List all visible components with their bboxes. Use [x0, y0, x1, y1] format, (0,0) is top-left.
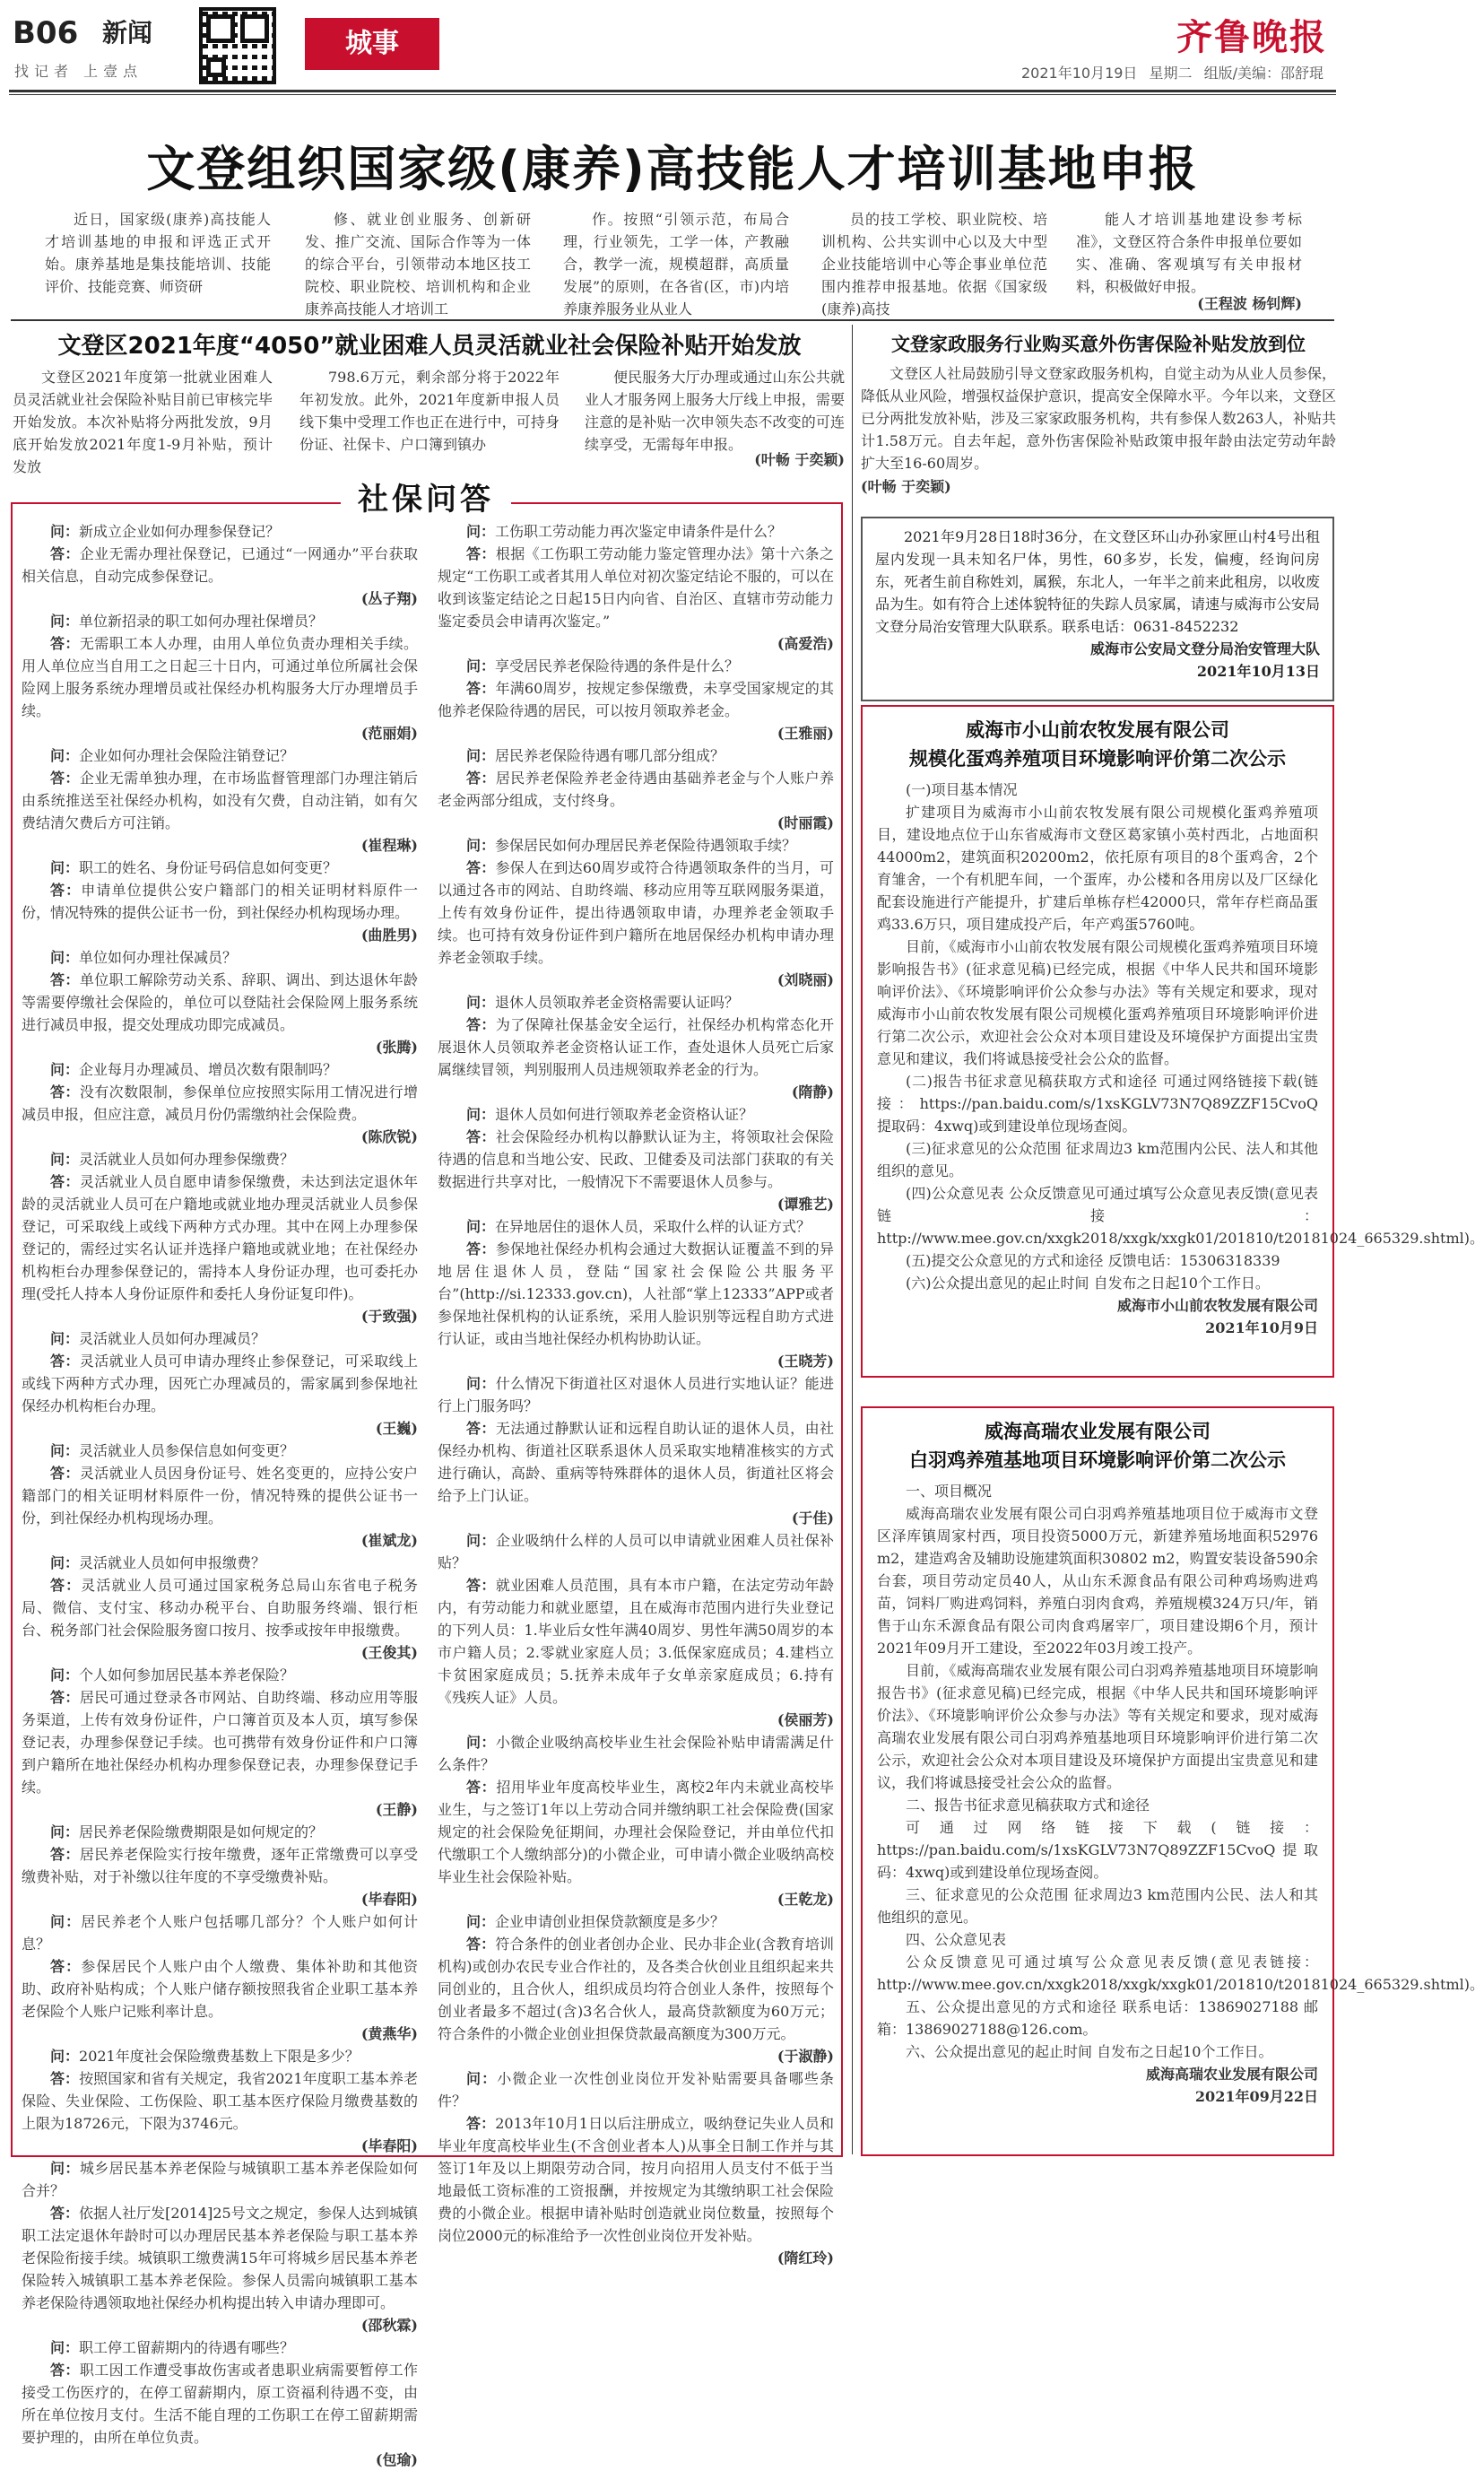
notice-paragraph: 目前，《威海高瑞农业发展有限公司白羽鸡养殖基地项目环境影响报告书》(征求意见稿)已经完成，根据《中华人民共和国环境影响评价法》、《环境影响评价公众参与办法》等有关规定和要求，现对威海高瑞农业发展有限公司白羽鸡养殖基地项目环境影响评价进行第二次公示，欢迎社会公众对本项目建设及环境保护方面提出宝贵意见和建议，我们将诚恳接受社会公众的监督。	[877, 1662, 1318, 1791]
qa-question: 问：居民养老个人账户包括哪几部分？个人账户如何计息？	[22, 1913, 418, 1953]
notice-eggs	[861, 705, 1484, 1378]
qa-answer: 答：参保居民个人账户由个人缴费、集体补助和其他资助、政府补贴构成；个人账户储存额按照我省企业职工基本养老保险个人账户记账利率计息。	[22, 1958, 418, 2020]
qa-question: 问：企业每月办理减员、增员次数有限制吗？	[50, 1061, 338, 1078]
qa-question: 问：居民养老保险缴费期限是如何规定的？	[50, 1823, 324, 1840]
article2-title: 文登区2021年度“4050”就业困难人员灵活就业社会保险补贴开始发放	[57, 333, 802, 360]
qa-author: (侯丽芳)	[777, 1711, 834, 1728]
lead-headline: 文登组织国家级(康养)高技能人才培训基地申报	[146, 141, 1199, 197]
qa-author: (崔程琳)	[360, 837, 418, 854]
qa-question: 问：企业如何办理社会保险注销登记？	[50, 747, 295, 764]
qa-author: (王乾龙)	[777, 1891, 834, 1908]
qa-answer: 答：招用毕业年度高校毕业生，离校2年内未就业高校毕业生，与之签订1年以上劳动合同并缴纳职工社会保险费(国家规定的社会保险免征期间，办理社会保险登记，并由单位代扣代缴职工个人缴纳部分)的小微企业，可申请小微企业吸纳高校毕业生社会保险补贴。	[438, 1779, 834, 1885]
qa-question: 问：灵活就业人员如何申报缴费？	[50, 1554, 266, 1571]
notice-paragraph: (三)征求意见的公众范围 征求周边3 km范围内公民、法人和其他组织的意见。	[877, 1140, 1318, 1179]
qa-question: 问：工伤职工劳动能力再次鉴定申请条件是什么？	[466, 523, 783, 540]
qa-author: (王俊其)	[360, 1644, 418, 1661]
qa-answer: 答：灵活就业人员因身份证号、姓名变更的，应持公安户籍部门的相关证明材料原件一份，情况特殊的提供公证书一份，到社保经办机构现场办理。	[22, 1465, 418, 1527]
top-rule	[9, 90, 1336, 92]
notice-paragraph: 一、项目概况	[906, 1483, 993, 1500]
notice-eggs-signer: 威海市小山前农牧发展有限公司	[1116, 1297, 1318, 1314]
qa-answer: 答：依据人社厅发[2014]25号文之规定，参保人达到城镇职工法定退休年龄时可以办理居民基本养老保险与职工基本养老保险衔接手续。城镇职工缴费满15年可将城乡居民基本养老保险转入城镇职工基本养老保险。参保人员需向城镇职工基本养老保险待遇领取地社保经办机构提出转入申请办理即可。	[22, 2205, 418, 2311]
qa-column-right	[438, 520, 834, 2267]
lead-column-3: 作。按照“引领示范，布局合理，行业领先，工学一体，产教融合，教学一流，规模超群，高质量发展”的原则，在各省(区，市)内培养康养服务业从业人	[563, 211, 789, 318]
qa-answer: 答：根据《工伤职工劳动能力鉴定管理办法》第十六条之规定“工伤职工或者其用人单位对初次鉴定结论不服的，可以在收到该鉴定结论之日起15日内向省、自治区、直辖市劳动能力鉴定委员会申请再次鉴定。”	[438, 545, 834, 630]
qa-answer: 答：无法通过静默认证和远程自助认证的退休人员，由社保经办机构、街道社区联系退休人员采取实地精准核实的方式进行确认，高龄、重病等特殊群体的退休人员，街道社区将会给予上门认证。	[438, 1420, 834, 1504]
qa-answer: 答：企业无需办理社保登记，已通过“一网通办”平台获取相关信息，自动完成参保登记。	[22, 545, 418, 585]
notice-broilers-title: 白羽鸡养殖基地项目环境影响评价第二次公示	[909, 1449, 1286, 1471]
qa-author: (于致强)	[360, 1308, 418, 1325]
qa-answer: 答：就业困难人员范围，具有本市户籍，在法定劳动年龄内，有劳动能力和就业愿望，且在威海市范围内进行失业登记的下列人员：1.毕业后女性年满40周岁、男性年满50周岁的本市户籍人员；2.零就业家庭人员；3.低保家庭成员；4.建档立卡贫困家庭成员；5.抚养未成年子女单亲家庭成员；6.持有《残疾人证》人员。	[438, 1577, 834, 1706]
notice-paragraph: (二)报告书征求意见稿获取方式和途径 可通过网络链接下载(链接：https://pan.baidu.com/s/1xsKGLV73N7Q89ZZF15CvoQ提取码：4xwq)或到建设单位现场查阅。	[877, 1073, 1318, 1135]
notice-paragraph: 二、报告书征求意见稿获取方式和途径	[906, 1797, 1150, 1814]
notice-paragraph: 公众反馈意见可通过填写公众意见表反馈(意见表链接：http://www.mee.gov.cn/xxgk2018/xxgk/xxgk01/201810/t20181024_665329.shtml)。	[877, 1953, 1484, 1993]
article3-byline: (叶畅 于奕颖)	[861, 478, 951, 495]
qa-answer: 答：符合条件的创业者创办企业、民办非企业(含教育培训机构)或创办农民专业合作社的，及各类合伙创业且组织起来共同创业的，且合伙人，组织成员均符合创业人条件，按照每个创业者最多不超过(含)3名合伙人，最高贷款额度为60万元；符合条件的小微企业创业担保贷款最高额度为300万元。	[438, 1936, 834, 2042]
notice-paragraph: 三、征求意见的公众范围 征求周边3 km范围内公民、法人和其他组织的意见。	[877, 1886, 1318, 1926]
qa-answer: 答：企业无需单独办理，在市场监督管理部门办理注销后由系统推送至社保经办机构，如没有欠费，自动注销，如有欠费结清欠费后方可注销。	[22, 770, 418, 831]
qa-question: 问：退休人员如何进行领取养老金资格认证？	[466, 1106, 754, 1123]
article2-column-3: 便民服务大厅办理或通过山东公共就业人才服务网上服务大厅线上申报，需要注意的是补贴一次申领失态不改变的可连续享受，无需每年申报。	[585, 369, 845, 453]
qa-author: (谭雅艺)	[777, 1196, 834, 1213]
qa-author: (隋静)	[791, 1083, 834, 1101]
qa-author: (范丽娟)	[360, 725, 418, 742]
notice-paragraph: (四)公众意见表 公众反馈意见可通过填写公众意见表反馈(意见表链接：http://www.mee.gov.cn/xxgk2018/xxgk/xxgk01/201810/t20181024_665329.shtml)。	[877, 1185, 1484, 1247]
article2-column-2: 798.6万元，剩余部分将于2022年年初发放。此外，2021年度新申报人员线下集中受理工作也正在进行中，可持身份证、社保卡、户口簿到镇办	[299, 369, 560, 453]
qa-question: 问：小微企业一次性创业岗位开发补贴需要具备哪些条件？	[438, 2070, 834, 2110]
qa-author: (于佳)	[791, 1510, 834, 1527]
qa-answer: 答：为了保障社保基金安全运行，社保经办机构常态化开展退休人员领取养老金资格认证工作，查处退休人员死亡后家属继续冒领，判别服刑人员违规领取养老金的行为。	[438, 1016, 834, 1078]
qa-answer: 答：居民养老保险养老金待遇由基础养老金与个人账户养老金两部分组成，支付终身。	[438, 770, 834, 809]
qa-answer: 答：单位职工解除劳动关系、辞职、调出、到达退休年龄等需要停缴社会保险的，单位可以登陆社会保险网上服务系统进行减员申报，提交处理成功即完成减员。	[22, 971, 418, 1033]
qa-question: 问：享受居民养老保险待遇的条件是什么？	[466, 657, 740, 674]
qa-answer: 答：灵活就业人员可通过国家税务总局山东省电子税务局、微信、支付宝、移动办税平台、自助服务终端、银行柜台、税务部门社会保险服务窗口按月、按季或按年申报缴费。	[22, 1577, 418, 1639]
notice-broilers-body	[877, 1480, 1484, 2063]
masthead	[9, 5, 1336, 84]
qa-author: (曲胜男)	[360, 927, 418, 944]
notice-broilers	[861, 1406, 1484, 2156]
police-notice-date: 2021年10月13日	[1196, 663, 1320, 680]
page-code: B06	[13, 15, 79, 51]
notice-paragraph: 四、公众意见表	[906, 1931, 1007, 1948]
column-divider	[852, 325, 853, 2154]
section-name: 新闻	[102, 18, 153, 48]
paper-logo: 齐鲁晚报	[1176, 16, 1327, 58]
qa-question: 问：灵活就业人员如何办理参保缴费？	[50, 1151, 295, 1168]
notice-paragraph: 可通过网络链接下载(链接：https://pan.baidu.com/s/1xsKGLV73N7Q89ZZF15CvoQ提取码：4xwq)或到建设单位现场查阅。	[877, 1819, 1318, 1881]
qa-author: (王静)	[375, 1801, 418, 1818]
qa-author: (黄燕华)	[360, 2025, 418, 2042]
notice-paragraph: 目前，《威海市小山前农牧发展有限公司规模化蛋鸡养殖项目环境影响报告书》(征求意见稿)已经完成，根据《中华人民共和国环境影响评价法》、《环境影响评价公众参与办法》等有关规定和要求，现对威海市小山前农牧发展有限公司规模化蛋鸡养殖项目环境影响评价进行第二次公示，欢迎社会公众对本项目建设及环境保护方面提出宝贵意见和建议，我们将诚恳接受社会公众的监督。	[877, 938, 1318, 1067]
qa-author: (张腾)	[375, 1039, 418, 1056]
notice-paragraph: 六、公众提出意见的起止时间 自发布之日起10个工作日。	[906, 2043, 1273, 2060]
qa-author: (邵秋霖)	[360, 2317, 418, 2334]
qa-column-left	[22, 520, 418, 2468]
qa-question: 问：个人如何参加居民基本养老保险？	[50, 1666, 295, 1684]
qa-answer: 答：参保人在到达60周岁或符合待遇领取条件的当月，可以通过各市的网站、自助终端、移动应用等互联网服务渠道，上传有效身份证件，提出待遇领取申请，办理养老金领取手续。也可持有效身份证件到户籍所在地居保经办机构申请办理养老金领取手续。	[438, 859, 834, 966]
notice-paragraph: 扩建项目为威海市小山前农牧发展有限公司规模化蛋鸡养殖项目，建设地点位于山东省威海市文登区葛家镇小英村西北，占地面积44000m2，建筑面积20200m2，依托原有项目的8个蛋鸡舍，2个育雏舍，一个有机肥车间，一个蛋库，办公楼和各用房以及厂区绿化配套设施进行产能提升，扩建后单栋存栏42000只，常年存栏商品蛋鸡33.6万只，项目建成投产后，年产鸡蛋5760吨。	[877, 804, 1318, 933]
notice-broilers-signer: 威海高瑞农业发展有限公司	[1145, 2066, 1318, 2083]
qa-author: (王雅丽)	[777, 725, 834, 742]
article3-body: 文登区人社局鼓励引导文登家政服务机构，自觉主动为从业人员参保，降低从业风险，增强权益保护意识，提高安全保障水平。今年以来，文登区已分两批发放补贴，涉及三家家政服务机构，共有参保人数263人，补贴共计1.58万元。自去年起，意外伤害保险补贴政策申报年龄由法定劳动年龄扩大至16-60周岁。	[861, 365, 1336, 472]
qa-author: (高爱浩)	[777, 635, 834, 652]
dateline: 2021年10月19日 星期二 组版/美编：邵舒琨	[1020, 65, 1323, 82]
lead-column-5: 能人才培训基地建设参考标准》，文登区符合条件申报单位要如实、准确、客观填写有关申报材料，积极做好申报。	[1076, 211, 1302, 295]
lead-column-4: 员的技工学校、职业院校、培训机构、公共实训中心以及大中型企业技能培训中心等企事业单位范围内推荐申报基地。依据《国家级(康养)高技	[821, 211, 1047, 318]
notice-paragraph: (五)提交公众意见的方式和途径 反馈电话：15306318339	[906, 1252, 1280, 1269]
notice-eggs-date: 2021年10月9日	[1205, 1319, 1318, 1336]
qa-answer: 答：社会保险经办机构以静默认证为主，将领取社会保险待遇的信息和当地公安、民政、卫健委及司法部门获取的有关数据进行共享对比，一般情况下不需要退休人员参与。	[438, 1128, 834, 1190]
qa-answer: 答：参保地社保经办机构会通过大数据认证覆盖不到的异地居住退休人员，登陆“国家社会保险公共服务平台”(http://si.12333.gov.cn)，人社部“掌上12333”APP或者参保地社保机构的认证系统，采用人脸识别等远程自助方式进行认证，或由当地社保经办机构协助认证。	[438, 1240, 834, 1347]
lead-byline: (王程波 杨钊辉)	[1197, 295, 1302, 312]
lead-column-2: 修、就业创业服务、创新研发、推广交流、国际合作等为一体的综合平台，引领带动本地区技工院校、职业院校、培训机构和企业康养高技能人才培训工	[305, 211, 531, 318]
qa-answer: 答：没有次数限制，参保单位应按照实际用工情况进行增减员申报，但应注意，减员月份仍需缴纳社会保险费。	[22, 1083, 418, 1123]
qa-question: 问：什么情况下街道社区对退休人员进行实地认证？能进行上门服务吗？	[438, 1375, 834, 1414]
notice-paragraph: 威海高瑞农业发展有限公司白羽鸡养殖基地项目位于威海市文登区泽库镇周家村西，项目投资5000万元，新建养殖场地面积52976 m2，建造鸡舍及辅助设施建筑面积30802 m2，购置安装设备590余台套，项目劳动定员40人，从山东禾源食品有限公司种鸡场购进鸡苗，饲料厂购进鸡饲料，养殖白羽肉食鸡，养殖规模324万只/年，销售于山东禾源食品有限公司肉食鸡屠宰厂，项目建设期6个月，预计2021年09月开工建设，至2022年03月竣工投产。	[877, 1505, 1318, 1657]
qa-question: 问：企业申请创业担保贷款额度是多少？	[466, 1913, 725, 1930]
qa-question: 问：退休人员领取养老金资格需要认证吗？	[466, 994, 740, 1011]
notice-eggs-company: 威海市小山前农牧发展有限公司	[966, 719, 1229, 741]
qa-author: (时丽霞)	[777, 814, 834, 831]
qa-author: (丛子翔)	[360, 590, 418, 607]
lead-column-1: 近日，国家级(康养)高技能人才培训基地的申报和评选正式开始。康养基地是集技能培训、技能评价、技能竞赛、师资研	[45, 211, 271, 295]
notice-paragraph: (六)公众提出意见的起止时间 自发布之日起10个工作日。	[906, 1275, 1270, 1292]
qa-question: 问：企业吸纳什么样的人员可以申请就业困难人员社保补贴？	[438, 1532, 834, 1571]
article2-column-1: 文登区2021年度第一批就业困难人员灵活就业社会保险补贴目前已审核完毕开始发放。本次补贴将分两批发放，9月底开始发放2021年度1-9月补贴，预计发放	[13, 369, 273, 475]
top-rule-thin	[9, 94, 1336, 95]
qa-question: 问：居民养老保险待遇有哪几部分组成？	[466, 747, 725, 764]
lead-separator	[11, 319, 1334, 321]
qa-question: 问：单位新招录的职工如何办理社保增员？	[50, 613, 324, 630]
qa-author: (隋红玲)	[777, 2249, 834, 2267]
qa-author: (王巍)	[375, 1420, 418, 1437]
qa-answer: 答：居民可通过登录各市网站、自助终端、移动应用等服务渠道，上传有效身份证件，户口簿首页及本人页，填写参保登记表，办理参保登记手续。也可携带有效身份证件和户口簿到户籍所在地社保经办机构办理参保登记表，办理参保登记手续。	[22, 1689, 418, 1796]
qa-answer: 答：居民养老保险实行按年缴费，逐年正常缴费可以享受缴费补贴，对于补缴以往年度的不享受缴费补贴。	[22, 1846, 418, 1885]
qa-question: 问：2021年度社会保险缴费基数上下限是多少？	[50, 2048, 360, 2065]
qa-question: 问：小微企业吸纳高校毕业生社会保险补贴申请需满足什么条件？	[438, 1734, 834, 1773]
qa-answer: 答：按照国家和省有关规定，我省2021年度职工基本养老保险、失业保险、工伤保险、职工基本医疗保险月缴费基数的上限为18726元，下限为3746元。	[22, 2070, 418, 2132]
qr-code-icon[interactable]	[199, 7, 276, 84]
qa-question: 问：城乡居民基本养老保险与城镇职工基本养老保险如何合并？	[22, 2160, 418, 2199]
qa-question: 问：参保居民如何办理居民养老保险待遇领取手续？	[466, 837, 797, 854]
qa-question: 问：灵活就业人员如何办理减员？	[50, 1330, 266, 1347]
police-notice-text: 2021年9月28日18时36分，在文登区环山办孙家匣山村4号出租屋内发现一具未知名尸体，男性，60多岁，长发，偏瘦，经询问房东，死者生前自称姓刘，属猴，东北人，一年半之前来此租房，以收废品为生。如有符合上述体貌特征的失踪人员家属，请速与威海市公安局文登分局治安管理大队联系。联系电话：0631-8452232	[875, 528, 1321, 635]
qa-question: 问：新成立企业如何办理参保登记？	[50, 523, 281, 540]
qa-author: (王晓芳)	[777, 1353, 834, 1370]
notice-broilers-company: 威海高瑞农业发展有限公司	[985, 1421, 1211, 1442]
qa-answer: 答：职工因工作遭受事故伤害或者患职业病需要暂停工作接受工伤医疗的，在停工留薪期内，原工资福利待遇不变，由所在单位按月支付。生活不能自理的工伤职工在停工留薪期需要护理的，由所在单位负责。	[22, 2362, 418, 2446]
article3-title: 文登家政服务行业购买意外伤害保险补贴发放到位	[891, 334, 1306, 355]
notice-paragraph: 五、公众提出意见的方式和途径 联系电话：13869027188 邮箱：13869027188@126.com。	[877, 1998, 1318, 2038]
qa-answer: 答：2013年10月1日以后注册成立，吸纳登记失业人员和毕业年度高校毕业生(不含创业者本人)从事全日制工作并与其签订1年及以上期限劳动合同，按月向招用人员支付不低于当地最低工资标准的工资报酬，并按规定为其缴纳职工社会保险费的小微企业。根据申请补贴时创造就业岗位数量，按照每个岗位2000元的标准给予一次性创业岗位开发补贴。	[438, 2115, 834, 2244]
qa-author: (崔斌龙)	[360, 1532, 418, 1549]
qa-answer: 答：无需职工本人办理，由用人单位负责办理相关手续。用人单位应当自用工之日起三十日内，可通过单位所属社会保险网上服务系统办理增员或社保经办机构服务大厅办理增员手续。	[22, 635, 418, 719]
notice-broilers-date: 2021年09月22日	[1194, 2088, 1318, 2105]
qa-question: 问：灵活就业人员参保信息如何变更？	[50, 1442, 295, 1459]
qa-question: 问：职工的姓名、身份证号码信息如何变更？	[50, 859, 338, 876]
qa-author: (陈欣锐)	[360, 1128, 418, 1145]
qa-author: (刘晓丽)	[777, 971, 834, 988]
qa-author: (包瑜)	[375, 2451, 418, 2468]
qa-answer: 答：灵活就业人员可申请办理终止参保登记，可采取线上或线下两种方式办理，因死亡办理减员的，需家属到参保地社保经办机构柜台办理。	[22, 1353, 418, 1414]
qa-author: (毕春阳)	[360, 1891, 418, 1908]
qa-author: (于淑静)	[777, 2048, 834, 2065]
qa-answer: 答：申请单位提供公安户籍部门的相关证明材料原件一份，情况特殊的提供公证书一份，到社保经办机构现场办理。	[22, 882, 418, 921]
staff-line: 找记者 上壹点	[14, 63, 143, 80]
qa-answer: 答：年满60周岁，按规定参保缴费，未享受国家规定的其他养老保险待遇的居民，可以按月领取养老金。	[438, 680, 834, 719]
police-notice-signer: 威海市公安局文登分局治安管理大队	[1089, 640, 1320, 657]
notice-paragraph: (一)项目基本情况	[906, 781, 1018, 798]
qa-title: 社保问答	[341, 477, 511, 523]
category-tab: 城事	[305, 18, 439, 70]
article2-byline: (叶畅 于奕颖)	[754, 451, 845, 468]
qa-author: (毕春阳)	[360, 2137, 418, 2154]
qa-answer: 答：灵活就业人员自愿申请参保缴费，未达到法定退休年龄的灵活就业人员可在户籍地或就业地办理灵活就业人员参保登记，可采取线上或线下两种方式办理。其中在网上办理参保登记的，需经过实名认证并选择户籍地或就业地；在社保经办机构柜台办理参保登记的，需持本人身份证办理，也可委托办理(受托人持本人身份证原件和委托人身份证复印件)。	[22, 1173, 418, 1302]
notice-eggs-body	[877, 779, 1484, 1294]
notice-eggs-title: 规模化蛋鸡养殖项目环境影响评价第二次公示	[909, 748, 1286, 770]
qa-question: 问：职工停工留薪期内的待遇有哪些？	[50, 2339, 295, 2356]
police-notice	[861, 517, 1334, 701]
qa-question: 问：单位如何办理社保减员？	[50, 949, 238, 966]
qa-question: 问：在异地居住的退休人员，采取什么样的认证方式？	[466, 1218, 811, 1235]
